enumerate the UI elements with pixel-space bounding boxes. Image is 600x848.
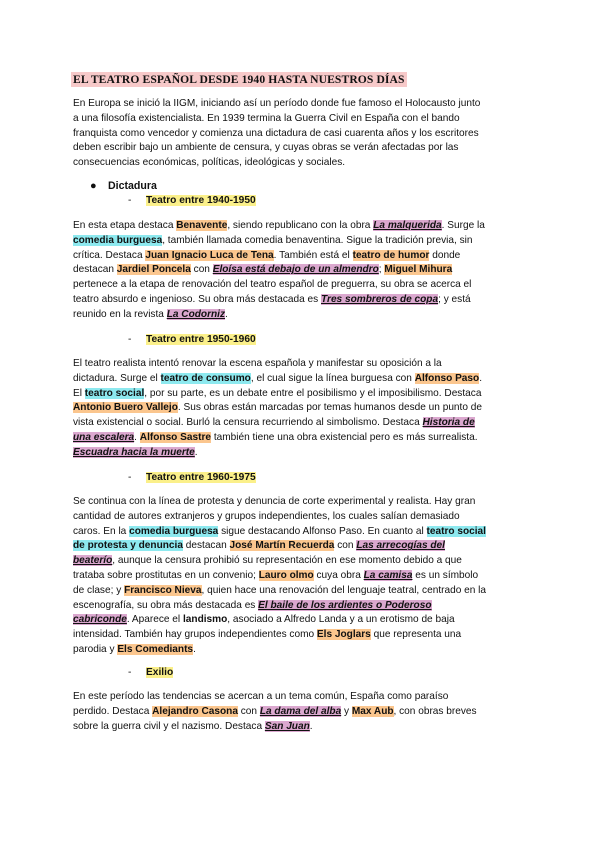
genre-highlight: comedia burguesa <box>129 525 219 537</box>
text: parodia y <box>73 643 118 655</box>
author-highlight: Alfonso Paso <box>414 372 480 384</box>
text: intensidad. También hay grupos independientes como <box>73 629 317 641</box>
section-paragraph-1950-1960 <box>73 357 531 461</box>
bullet-label: Dictadura <box>108 180 157 192</box>
text-line <box>73 554 531 569</box>
author-highlight: Antonio Buero Vallejo <box>73 402 178 414</box>
text: . <box>134 431 140 443</box>
section-heading-text: Teatro entre 1940-1950 <box>146 195 256 206</box>
text: . <box>194 446 198 458</box>
author-highlight: José Martín Recuerda <box>229 540 335 552</box>
text: vista existencial o social. Burló la censura recurriendo al simbolismo. Destaca <box>73 417 423 429</box>
section-heading-1960-1975 <box>128 472 256 483</box>
text: ; y está <box>438 293 471 305</box>
author-highlight: Lauro olmo <box>258 569 314 581</box>
text: ; <box>378 264 385 276</box>
text-line: pertenece a la etapa de renovación del teatro español de preguerra, su obra se acerca el <box>73 279 472 291</box>
work-highlight: Eloísa está debajo de un almendro <box>212 264 379 276</box>
section-heading-text: Exilio <box>146 667 174 678</box>
dash-marker: - <box>128 195 132 206</box>
section-heading-text: Teatro entre 1950-1960 <box>146 334 256 345</box>
work-highlight: Escuadra hacia la muerte <box>73 446 195 458</box>
text: El <box>73 387 85 399</box>
text: . <box>193 643 196 655</box>
text: . <box>225 308 228 320</box>
work-highlight: Tres sombreros de copa <box>321 293 439 305</box>
text-line <box>73 584 531 599</box>
section-paragraph-exilio <box>73 690 531 734</box>
genre-highlight: de protesta y denuncia <box>73 540 183 552</box>
text: donde <box>429 249 461 261</box>
genre-highlight: teatro social <box>426 525 486 537</box>
text-line <box>73 308 531 323</box>
text: y <box>341 705 352 717</box>
text: destacan <box>182 540 230 552</box>
text: reunido en la revista <box>73 308 167 320</box>
text-line <box>73 446 531 461</box>
text-line <box>73 539 531 554</box>
text: . Surge la <box>441 220 485 231</box>
author-highlight: Els Comediants <box>117 643 194 655</box>
work-highlight: San Juan <box>264 720 310 732</box>
text-line: deben escribir bajo un ambiente de censura, y cuyas obras se verán afectadas por las <box>73 142 459 154</box>
dash-marker: - <box>128 667 132 678</box>
text: , también llamada comedia benaventina. Sigue la tradición previa, sin <box>162 234 473 246</box>
genre-bold: landismo <box>182 614 228 626</box>
work-highlight: beaterío <box>73 555 113 567</box>
text-line: consecuencias económicas, políticas, ideológicas y sociales. <box>73 157 346 169</box>
genre-highlight: teatro social <box>84 387 145 399</box>
work-highlight: La dama del alba <box>259 705 342 717</box>
text-line <box>73 613 531 628</box>
work-highlight: La malquerida <box>373 220 442 231</box>
text: destacan <box>73 264 117 276</box>
text-line <box>73 249 531 264</box>
text: , asociado a Alfredo Landa y a un erotismo de baja <box>227 614 455 626</box>
dash-marker: - <box>128 334 132 345</box>
text-line <box>73 387 531 402</box>
text-line: cantidad de autores extranjeros y grupos independientes, los cuales salían demasiado <box>73 510 460 522</box>
text: trataba sobre prostitutas en un convenio; <box>73 569 259 581</box>
text: , siendo republicano con la obra <box>227 220 374 231</box>
section-paragraph-1940-1950 <box>73 219 531 323</box>
genre-highlight: teatro de humor <box>352 249 430 261</box>
work-highlight: Las arrecogías del <box>356 540 445 552</box>
text: teatro absurdo e ingenioso. Su obra más destacada es <box>73 293 322 305</box>
text: , el cual sigue la línea burguesa con <box>250 372 415 384</box>
author-highlight: Benavente <box>176 220 228 231</box>
text: En esta etapa destaca <box>73 220 177 231</box>
bullet-dictadura <box>90 180 157 192</box>
text-line <box>73 263 531 278</box>
work-highlight: La camisa <box>363 569 413 581</box>
document-title: EL TEATRO ESPAÑOL DESDE 1940 HASTA NUESTROS DÍAS <box>73 73 405 86</box>
bullet-dot-icon: ● <box>90 180 97 192</box>
work-highlight: La Codorniz <box>166 308 226 320</box>
text: con <box>334 540 357 552</box>
text: . También está el <box>273 249 353 261</box>
text: crítica. Destaca <box>73 249 146 261</box>
author-highlight: Miguel Mihura <box>384 264 453 276</box>
text-line: franquista como vencedor y comienza una dictadura de casi cuarenta años y los escritores <box>73 127 479 139</box>
author-highlight: Els Joglars <box>316 629 371 641</box>
text-line: a una filosofía existencialista. En 1939 termina la Guerra Civil en España con el bando <box>73 112 460 124</box>
text-line: En este período las tendencias se acercan a un tema común, España como paraíso <box>73 691 449 702</box>
text-line <box>73 234 531 249</box>
text: es un símbolo <box>412 569 479 581</box>
text-line <box>73 431 531 446</box>
text: perdido. Destaca <box>73 705 153 717</box>
author-highlight: Alejandro Casona <box>152 705 238 717</box>
text: escenografía, su obra más destacada es <box>73 599 259 611</box>
text-line <box>73 219 531 234</box>
intro-paragraph <box>73 97 531 171</box>
section-heading-1940-1950 <box>128 195 256 206</box>
text: con <box>190 264 213 276</box>
text: caros. En la <box>73 525 130 537</box>
text: cuya obra <box>313 569 364 581</box>
text-line <box>73 293 531 308</box>
text: . <box>479 372 483 384</box>
text: , aunque la censura prohibió su representación en ese momento debido a que <box>112 555 462 567</box>
work-highlight: una escalera <box>73 431 135 443</box>
author-highlight: Juan Ignacio Luca de Tena <box>145 249 274 261</box>
genre-highlight: comedia burguesa <box>73 234 163 246</box>
text-line <box>73 416 531 431</box>
text: de clase; y <box>73 584 125 596</box>
author-highlight: Francisco Nieva <box>124 584 202 596</box>
text-line <box>73 599 531 614</box>
section-heading-exilio <box>128 667 173 678</box>
text: con <box>237 705 260 717</box>
text: , con obras breves <box>393 705 477 717</box>
section-heading-text: Teatro entre 1960-1975 <box>146 472 256 483</box>
text-line <box>73 372 531 387</box>
text-line: El teatro realista intentó renovar la escena española y manifestar su oposición a la <box>73 358 442 369</box>
text-line <box>73 628 531 643</box>
dash-marker: - <box>128 472 132 483</box>
text: también tiene una obra existencial pero es más surrealista. <box>211 431 478 443</box>
text-line <box>73 569 531 584</box>
work-highlight: cabriconde <box>73 614 127 626</box>
text-line <box>73 525 531 540</box>
text: . <box>309 720 313 732</box>
text-line <box>73 720 531 735</box>
section-paragraph-1960-1975 <box>73 495 531 658</box>
text-line: Se continua con la línea de protesta y denuncia de corte experimental y realista. Hay gran <box>73 496 476 507</box>
text: dictadura. Surge el <box>73 372 161 384</box>
section-heading-1950-1960 <box>128 334 256 345</box>
author-highlight: Max Aub <box>351 705 394 717</box>
work-highlight: Historia de <box>422 417 475 429</box>
text-line <box>73 705 531 720</box>
text: sobre la guerra civil y el nazismo. Destaca <box>73 720 265 732</box>
author-highlight: Jardiel Poncela <box>116 264 191 276</box>
text: . Sus obras están marcadas por temas humanos desde un punto de <box>177 402 482 414</box>
text: que representa una <box>370 629 462 641</box>
genre-highlight: teatro de consumo <box>160 372 251 384</box>
author-highlight: Alfonso Sastre <box>139 431 212 443</box>
text-line <box>73 643 531 658</box>
text: , por su parte, es un debate entre el posibilismo y el imposibilismo. Destaca <box>144 387 482 399</box>
text-line <box>73 401 531 416</box>
text-line: En Europa se inició la IIGM, iniciando así un período donde fue famoso el Holocausto junto <box>73 98 481 109</box>
work-highlight: El baile de los ardientes o Poderoso <box>258 599 432 611</box>
text: sigue destacando Alfonso Paso. En cuanto al <box>218 525 427 537</box>
text: , quien hace una renovación del lenguaje teatral, centrado en la <box>201 584 487 596</box>
text: . Aparece el <box>126 614 183 626</box>
